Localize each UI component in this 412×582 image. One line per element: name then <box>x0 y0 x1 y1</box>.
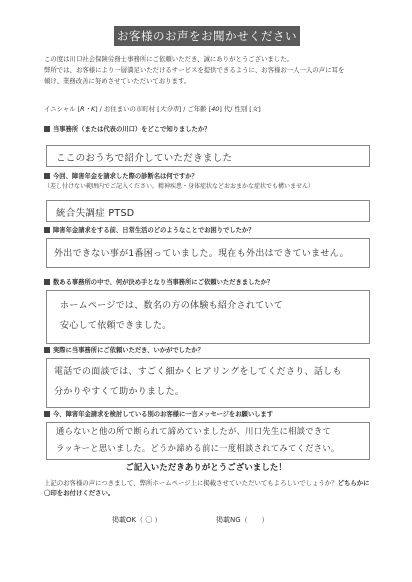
intro-line: この度は川口社会保険労務士事務所にご依頼いただき、誠にありがとうございました。 <box>44 55 293 63</box>
intro-line: 傾け、業務改善に努めさせていただいております。 <box>44 77 191 85</box>
age-suffix: 代 <box>223 105 231 113</box>
answer-text: 安心して依頼できました。 <box>60 321 172 331</box>
bullet-square-icon <box>44 227 50 233</box>
answer-text: ラッキーと思いました。どうか諦める前に一度相談されてみてください。 <box>56 443 340 453</box>
question-text: 障害年金請求をする前、日常生活のどのようなことでお困りでしたか？ <box>53 227 255 234</box>
page-title: お客様のお声をお聞かせください <box>114 26 300 46</box>
question-2-sub: （差し付けない範囲内でご記入ください。精神疾患・身体症状などおおまかな症状でも構いません） <box>44 183 315 190</box>
city-value[interactable]: 大分市 <box>159 105 179 113</box>
answer-text: ここのおうちで紹介していただきました <box>56 153 233 164</box>
thanks-message: ご記入いただきありがとうございました！ <box>125 463 287 473</box>
question-1 <box>44 125 210 135</box>
gender-value[interactable]: 女 <box>251 105 259 113</box>
consent-emphasis: どちらかに〇印をお付けください。 <box>44 479 370 497</box>
answer-text: 統合失調症 PTSD <box>56 208 135 219</box>
question-4 <box>44 278 273 288</box>
profile-row: イニシャル [R・K] / お住まいの市町村 [大分市] / ご年齢 [40] 代/ 性別 [女] <box>44 105 261 113</box>
bullet-square-icon <box>44 279 50 285</box>
bullet-square-icon <box>44 411 50 417</box>
city-label: お住まいの市町村 <box>103 105 156 113</box>
gender-label: 性別 <box>234 105 248 113</box>
question-text: 実際に当事務所にご依頼いただき、いかがでしたか？ <box>53 347 204 354</box>
question-3 <box>44 226 255 236</box>
bullet-square-icon <box>44 173 50 179</box>
question-text: 今回、障害年金を請求した際の診断名は何ですか？ <box>53 173 198 180</box>
answer-text: 通らないと他の所で断られて諦めていましたが、川口先生に相談できて <box>56 426 332 436</box>
question-5 <box>44 346 204 356</box>
intro-text <box>44 54 374 87</box>
answer-text: 電話での面談では、すごく細かくヒアリングをしてくださり、話しも <box>54 367 342 377</box>
answer-text: ホームページでは、数名の方の体験も紹介されていて <box>60 301 284 311</box>
question-text: 今、障害年金請求を検討している別のお客様に一言メッセージをお願いします <box>53 411 274 418</box>
initial-value[interactable]: R・K <box>80 105 96 113</box>
consent-question: 上記のお客様の声につきまして、弊所ホームページ上に掲載させていただいてもよろしいでしょうか？ <box>44 479 338 487</box>
answer-text: 分かりやすくて助かりました。 <box>54 387 185 397</box>
consent-text <box>44 478 374 498</box>
question-text: 数ある事務所の中で、何が決め手となり当事務所にご依頼いただきましたか？ <box>53 279 274 286</box>
question-2 <box>44 172 198 182</box>
publish-ng-option[interactable]: 掲載NG（ ） <box>216 516 269 524</box>
bullet-square-icon <box>44 347 50 353</box>
question-6 <box>44 410 273 420</box>
initial-label: イニシャル <box>44 105 76 113</box>
age-value[interactable]: 40 <box>211 105 220 113</box>
publish-ok-option[interactable]: 掲載OK（ 〇 ） <box>112 516 162 524</box>
answer-text: 外出できない事が1番困っていました。現在も外出はできていません。 <box>54 249 349 259</box>
age-label: ご年齢 <box>187 105 207 113</box>
question-text: 当事務所（または代表の川口）をどこで知りましたか？ <box>53 126 211 133</box>
bullet-square-icon <box>44 126 50 132</box>
intro-line: 弊所では、お客様により一層満足いただけるサービスを提供できるように、お客様お一人一人の声に耳を <box>44 66 345 74</box>
